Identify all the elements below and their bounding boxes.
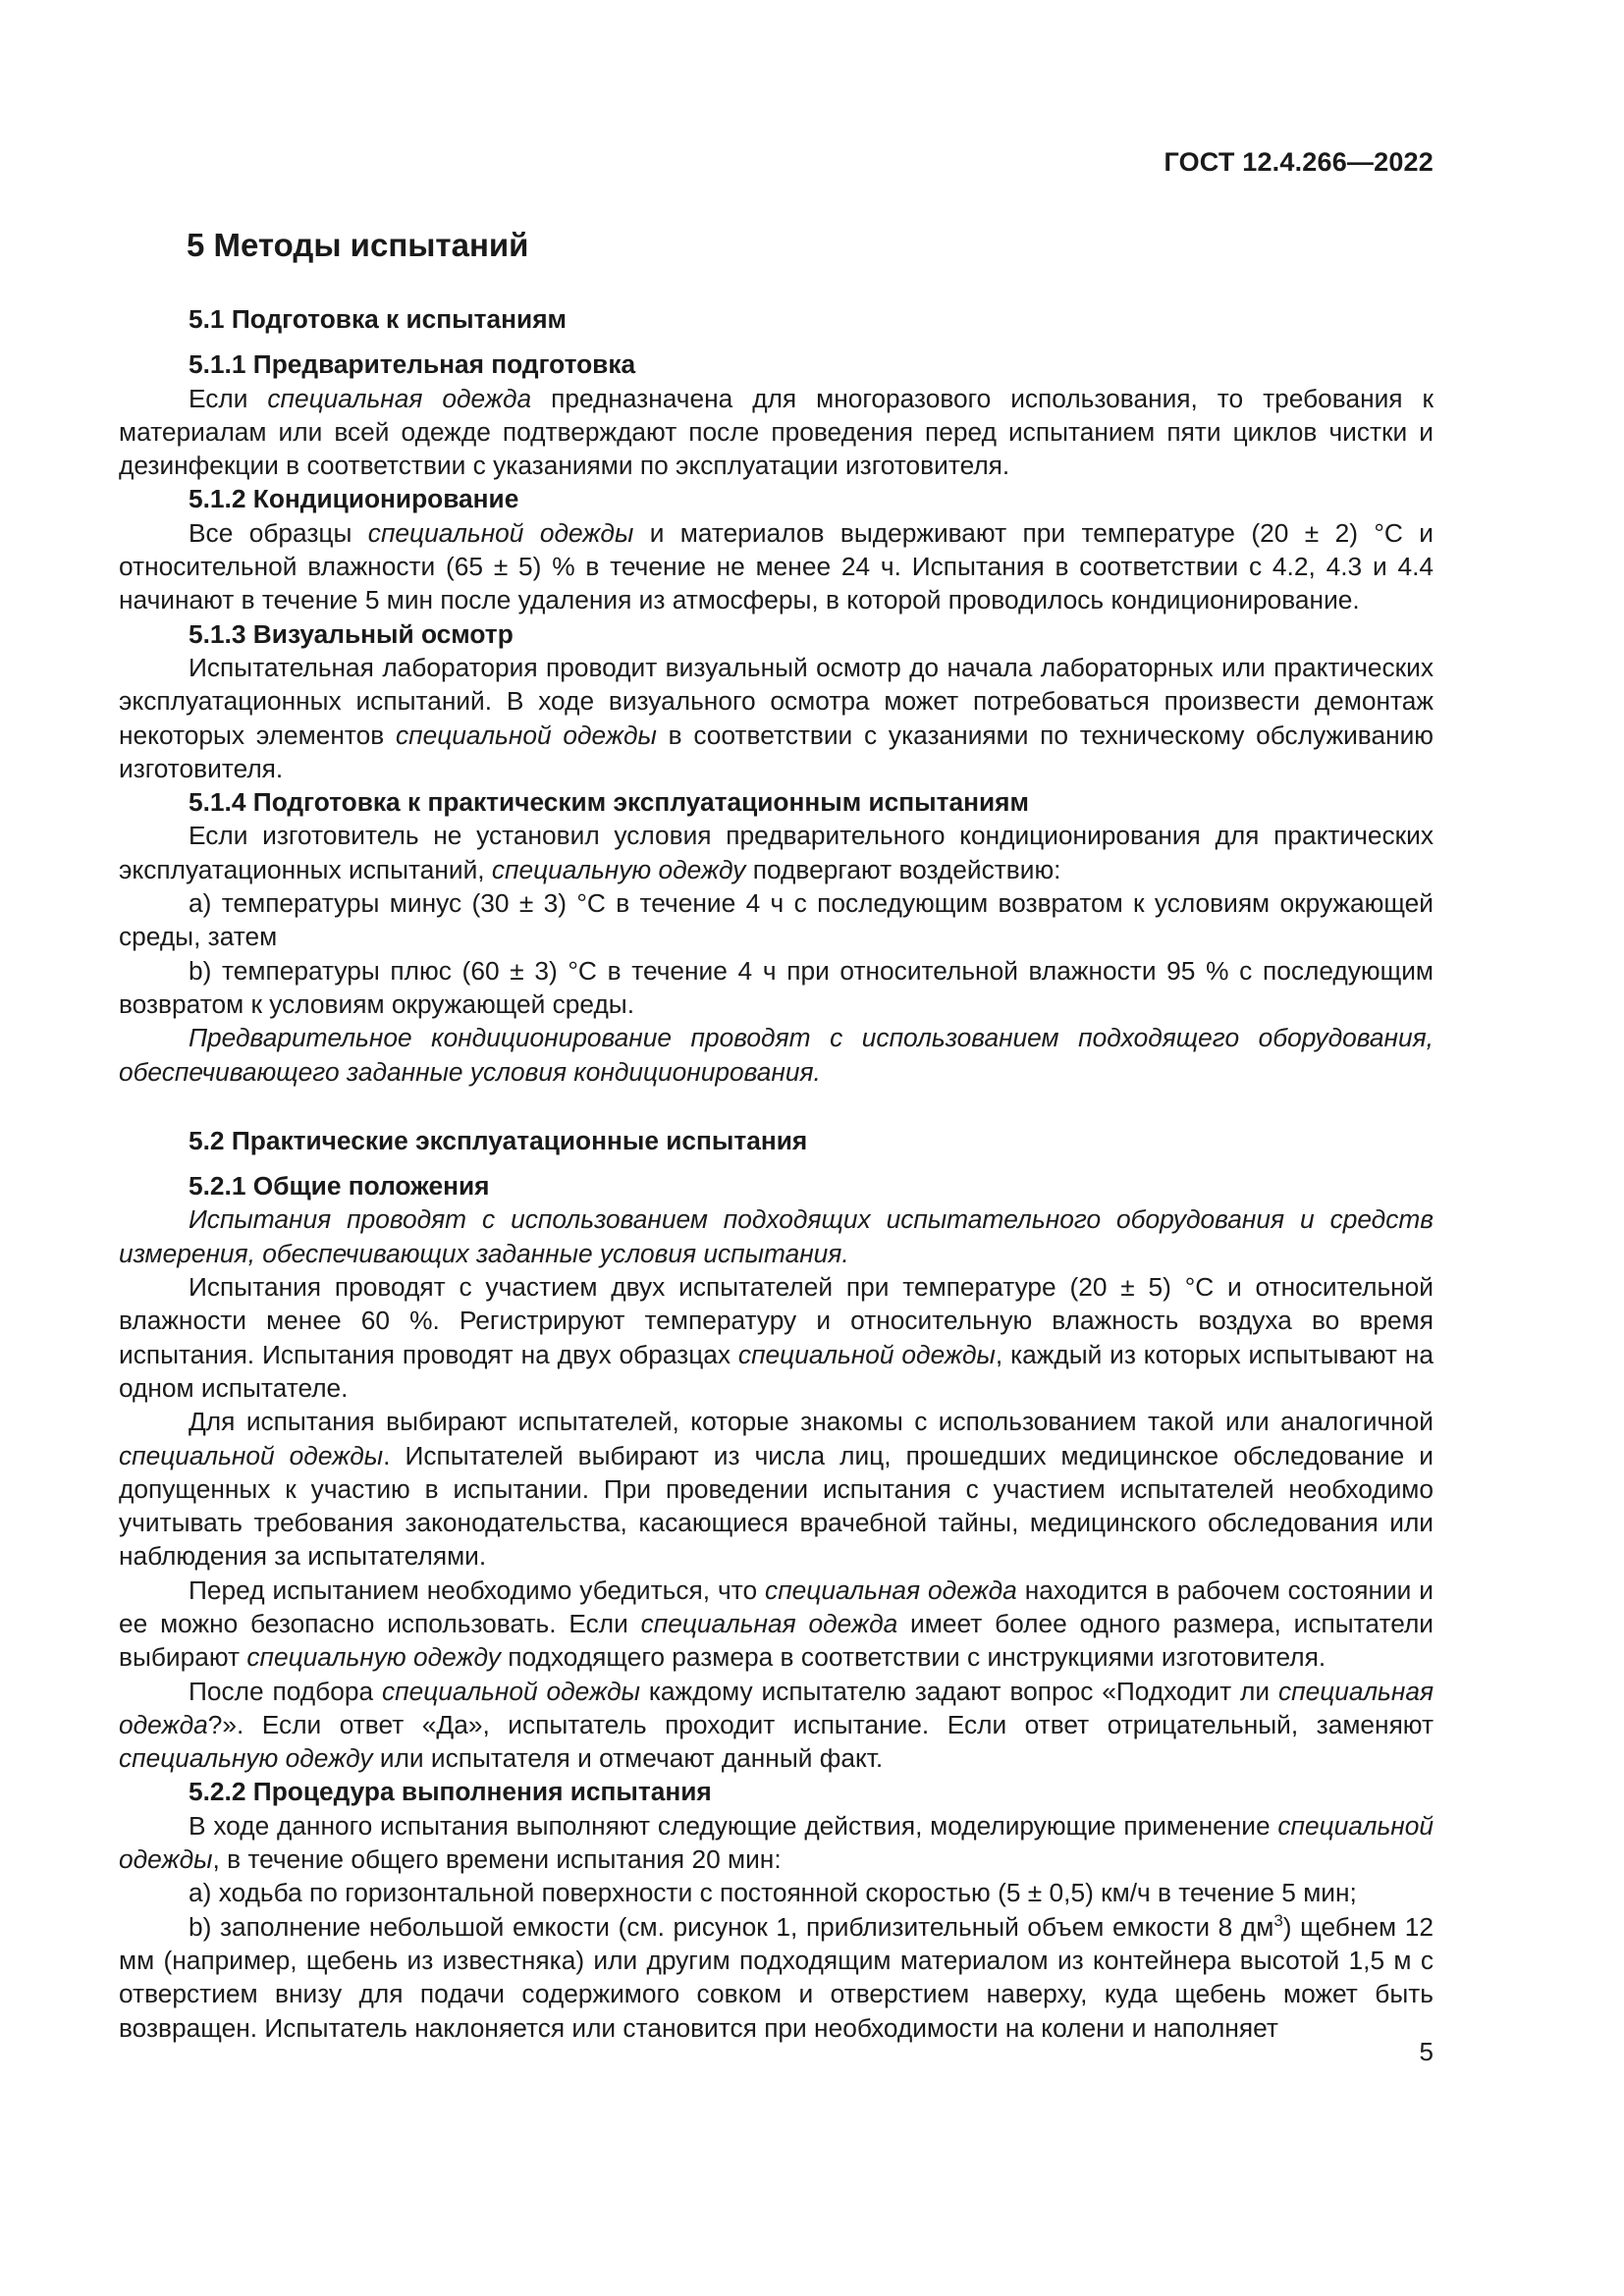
- section-title: 5 Методы испытаний: [187, 227, 529, 263]
- clause-5-1-4-title: 5.1.4 Подготовка к практическим эксплуатационным испытаниям: [189, 787, 1029, 818]
- clause-5-1-2-title: 5.1.2 Кондиционирование: [189, 484, 519, 514]
- term-special-clothing: специальная одежда: [267, 383, 532, 413]
- term-special-clothing: специальной одежды: [381, 1676, 640, 1706]
- clause-5-2-2-paragraph: В ходе данного испытания выполняют следующие действия, моделирующие применение специальной одежды, в течение общего времени испытания 20 мин:: [119, 1810, 1434, 1875]
- clause-5-1-1-paragraph: Если специальная одежда предназначена для многоразового использования, то требования к материалам или всей одежде подтверждают после проведения перед испытанием пяти циклов чистки и дезинфекции в соответствии с указаниями по эксплуатации изготовителя.: [119, 383, 1435, 481]
- clause-5-2-1-paragraph-3: Перед испытанием необходимо убедиться, что специальная одежда находится в рабочем состоянии и ее можно безопасно использовать. Если специальная одежда имеет более одного размера, испытатели выбирают специальную одежду подходящего размера в соответствии с инструкциями изготовителя.: [119, 1575, 1434, 1673]
- clause-5-1-3-title: 5.1.3 Визуальный осмотр: [189, 618, 514, 649]
- equipment-note: Испытания проводят с использованием подходящих испытательного оборудования и средств измерения, обеспечивающих заданные условия испытания.: [119, 1204, 1434, 1268]
- clause-5-1-4-paragraph: Если изготовитель не установил условия предварительного кондиционирования для практических эксплуатационных испытаний, специальную одежду подвергают воздействию:: [119, 821, 1434, 884]
- clause-5-2-1-title: 5.2.1 Общие положения: [189, 1171, 490, 1201]
- document-code-header: ГОСТ 12.4.266—2022: [1164, 147, 1434, 177]
- term-special-clothing: специальной одежды: [395, 720, 657, 750]
- clause-5-1-3-paragraph: Испытательная лаборатория проводит визуальный осмотр до начала лабораторных или практических эксплуатационных испытаний. В ходе визуального осмотра может потребоваться произвести демонтаж некоторых элементов специальной одежды в соответствии с указаниями по техническому обслуживанию изготовителя.: [119, 652, 1435, 783]
- term-special-clothing: специальная одежда: [119, 1676, 1435, 1739]
- document-body: [119, 218, 1434, 2045]
- conditioning-note: Предварительное кондиционирование проводят с использованием подходящего оборудования, обеспечивающего заданные условия кондиционирования.: [119, 1023, 1434, 1087]
- clause-5-2-2-title: 5.2.2 Процедура выполнения испытания: [189, 1777, 712, 1807]
- clause-5-2-1-paragraph-1: Испытания проводят с участием двух испытателей при температуре (20 ± 5) °С и относительной влажности менее 60 %. Регистрируют температуру и относительную влажность воздуха во время испытания. Испытания проводят на двух образцах специальной одежды, каждый из которых испытывают на одном испытателе.: [119, 1272, 1434, 1403]
- term-special-clothing: специальную одежду: [491, 854, 746, 884]
- term-special-clothing: специальную одежду: [119, 1743, 373, 1774]
- clause-5-2-1-paragraph-2: Для испытания выбирают испытателей, которые знакомы с использованием такой или аналогичной специальной одежды. Испытателей выбирают из числа лиц, прошедших медицинское обследование и допущенных к участию в испытании. При проведении испытания с участием испытателей необходимо учитывать требования законодательства, касающиеся врачебной тайны, медицинского обследования или наблюдения за испытателями.: [119, 1407, 1434, 1572]
- term-special-clothing: специальной одежды: [367, 517, 634, 548]
- cubic-superscript: 3: [1273, 1910, 1283, 1930]
- term-special-clothing: специальная одежда: [765, 1575, 1017, 1605]
- page-number: 5: [1419, 2037, 1434, 2066]
- list-item-b: b) температуры плюс (60 ± 3) °С в течение 4 ч при относительной влажности 95 % с последующим возвратом к условиям окружающей среды.: [119, 955, 1434, 1019]
- procedure-item-a: a) ходьба по горизонтальной поверхности с постоянной скоростью (5 ± 0,5) км/ч в течение 5 мин;: [189, 1878, 1357, 1908]
- term-special-clothing: специальной одежды: [119, 1440, 384, 1470]
- term-special-clothing: специальную одежду: [246, 1642, 501, 1673]
- clause-5-2-1-paragraph-4: После подбора специальной одежды каждому испытателю задают вопрос «Подходит ли специальная одежда?». Если ответ «Да», испытатель проходит испытание. Если ответ отрицательный, заменяют специальную одежду или испытателя и отмечают данный факт.: [119, 1676, 1435, 1774]
- term-special-clothing: специальная одежда: [640, 1608, 898, 1638]
- clause-5-1-1-title: 5.1.1 Предварительная подготовка: [189, 349, 636, 380]
- list-item-a: a) температуры минус (30 ± 3) °С в течение 4 ч с последующим возвратом к условиям окружающей среды, затем: [119, 888, 1434, 952]
- subsection-5-1-title: 5.1 Подготовка к испытаниям: [189, 304, 567, 334]
- subsection-5-2-title: 5.2 Практические эксплуатационные испытания: [189, 1125, 808, 1155]
- procedure-item-b: b) заполнение небольшой емкости (см. рисунок 1, приблизительный объем емкости 8 $дм^3$) щебнем 12 мм (например, щебень из известняка) или другим подходящим материалом из контейнера высотой 1,5 м с отверстием внизу для подачи содержимого совком и отверстием наверху, куда щебень может быть возвращен. Испытатель наклоняется или становится при необходимости на колени и наполняет: [119, 1910, 1434, 2043]
- term-special-clothing: специальной одежды: [119, 1810, 1434, 1875]
- clause-5-1-2-paragraph: Все образцы специальной одежды и материалов выдерживают при температуре (20 ± 2) °С и относительной влажности (65 ± 5) % в течение не менее 24 ч. Испытания в соответствии с 4.2, 4.3 и 4.4 начинают в течение 5 мин после удаления из атмосферы, в которой проводилось кондиционирование.: [119, 517, 1434, 615]
- term-special-clothing: специальной одежды: [737, 1339, 996, 1369]
